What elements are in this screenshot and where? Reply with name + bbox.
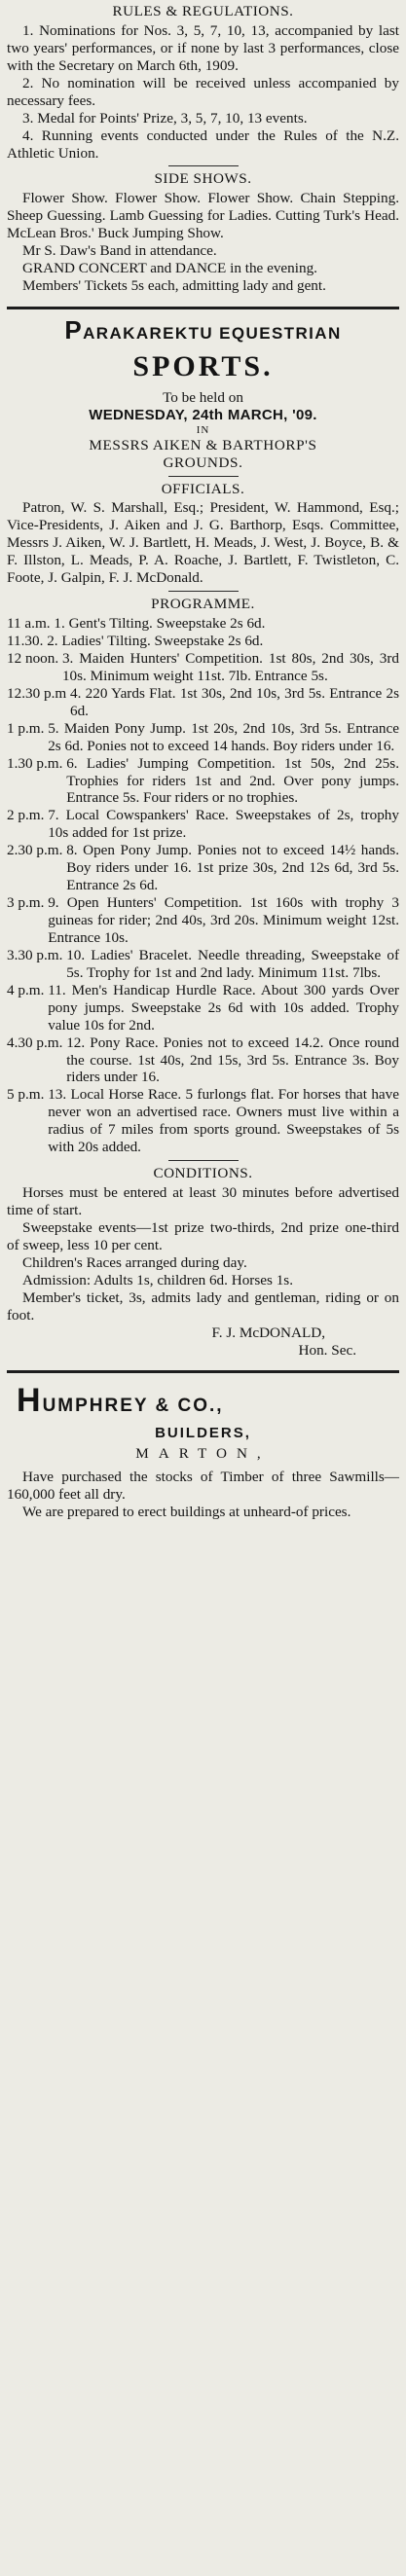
- condition-item: Member's ticket, 3s, admits lady and gentleman, riding or on foot.: [7, 1288, 399, 1324]
- ad-title-rest: ARAKAREKTU EQUESTRIAN: [83, 324, 342, 343]
- thick-divider: [7, 307, 399, 309]
- officials-heading: OFFICIALS.: [161, 480, 245, 497]
- rules-heading: RULES & REGULATIONS.: [112, 3, 294, 19]
- condition-item: Children's Races arranged during day.: [22, 1253, 247, 1271]
- event-description: 3. Maiden Hunters' Competition. 1st 80s, 2nd 30s, 3rd 10s. Minimum weight 11st. 7lb. Entrance 5s.: [61, 649, 399, 684]
- condition-item: Horses must be entered at least 30 minutes before advertised time of start.: [7, 1184, 399, 1219]
- condition-item: Admission: Adults 1s, children 6d. Horses 1s.: [22, 1271, 294, 1288]
- event-time: 12 noon.: [7, 649, 62, 667]
- signatory: F. J. McDONALD,: [211, 1324, 325, 1341]
- programme-heading: PROGRAMME.: [151, 596, 255, 613]
- band-text: Mr S. Daw's Band in attendance.: [22, 242, 217, 260]
- event-description: 10. Ladies' Bracelet. Needle threading, Sweepstake of 5s. Trophy for 1st and 2nd lady. Minimum 11st. 7lbs.: [66, 946, 399, 981]
- event-time: 11 a.m.: [7, 615, 55, 633]
- thick-divider: [7, 1370, 399, 1373]
- newspaper-column: [7, 0, 399, 1521]
- programme-item: [7, 982, 399, 1034]
- programme-item: [7, 947, 399, 982]
- event-time: 2 p.m.: [7, 807, 49, 824]
- programme-item: [7, 842, 399, 894]
- humphrey-title-initial: H: [17, 1382, 43, 1420]
- divider: [168, 591, 239, 592]
- event-time: 1.30 p.m.: [7, 754, 67, 772]
- signatory-title: Hon. Sec.: [298, 1341, 356, 1359]
- grounds-line-2: GROUNDS.: [163, 454, 243, 471]
- programme-item: [7, 615, 399, 633]
- ad-title-sports: SPORTS.: [132, 349, 274, 382]
- condition-item: Sweepstake events—1st prize two-thirds, 2nd prize one-third of sweep, less 10 per cent.: [7, 1218, 399, 1253]
- programme-item: [7, 633, 399, 650]
- programme-item: [7, 894, 399, 947]
- humphrey-text-1: Have purchased the stocks of Timber of three Sawmills—160,000 feet all dry.: [7, 1469, 399, 1504]
- in-text: IN: [196, 423, 210, 436]
- event-description: 7. Local Cowspankers' Race. Sweepstakes of 2s, trophy 10s added for 1st prize.: [48, 807, 399, 842]
- event-description: 9. Open Hunters' Competition. 1st 160s with trophy 3 guineas for rider; 2nd 40s, 3rd 20s. Minimum weight 12st. Entrance 10s.: [48, 894, 399, 946]
- programme-item: [7, 650, 399, 685]
- builders-label: BUILDERS,: [155, 1424, 251, 1441]
- side-shows-heading: SIDE SHOWS.: [154, 170, 252, 188]
- event-time: 1 p.m.: [7, 719, 49, 737]
- event-description: 2. Ladies' Tilting. Sweepstake 2s 6d.: [47, 633, 264, 650]
- divider: [168, 1160, 239, 1161]
- conditions-list: [7, 1184, 399, 1324]
- event-description: 13. Local Horse Race. 5 furlongs flat. For horses that have never won an advertised race. Owners must live within a radius of 7 miles from sports ground. Sweepstakes of 5s with 20s added.: [48, 1086, 399, 1156]
- conditions-heading: CONDITIONS.: [153, 1165, 253, 1182]
- town-label: MARTON,: [135, 1445, 271, 1463]
- programme-item: [7, 1034, 399, 1087]
- side-shows-text: Flower Show. Flower Show. Flower Show. Chain Stepping. Sheep Guessing. Lamb Guessing for Ladies. Cutting Turk's Head. McLean Bros.' Buck Jumping Show.: [7, 190, 399, 242]
- event-time: 11.30.: [7, 633, 48, 650]
- divider: [168, 165, 239, 166]
- programme-item: [7, 755, 399, 808]
- event-description: 4. 220 Yards Flat. 1st 30s, 2nd 10s, 3rd 5s. Entrance 2s 6d.: [69, 684, 399, 719]
- rule-item: 1. Nominations for Nos. 3, 5, 7, 10, 13, accompanied by last two years' performances, or if none by last 3 performances, close with the Secretary on March 6th, 1909.: [7, 21, 399, 74]
- event-description: 5. Maiden Pony Jump. 1st 20s, 2nd 10s, 3rd 5s. Entrance 2s 6d. Ponies not to exceed 14 hands. Boy riders under 16.: [48, 719, 399, 754]
- programme-item: [7, 1086, 399, 1156]
- event-date: WEDNESDAY, 24th MARCH, '09.: [89, 407, 317, 423]
- event-time: 3.30 p.m.: [7, 946, 67, 963]
- rule-item: 4. Running events conducted under the Rules of the N.Z. Athletic Union.: [7, 127, 399, 162]
- concert-text: GRAND CONCERT and DANCE in the evening.: [22, 260, 317, 277]
- ad-title-initial: P: [64, 315, 84, 345]
- event-time: 4 p.m.: [7, 981, 49, 998]
- divider: [168, 476, 239, 477]
- humphrey-text-2: We are prepared to erect buildings at unheard-of prices.: [22, 1504, 351, 1521]
- programme-list: [7, 615, 399, 1156]
- event-description: 1. Gent's Tilting. Sweepstake 2s 6d.: [54, 615, 266, 633]
- event-description: 6. Ladies' Jumping Competition. 1st 50s, 2nd 25s. Trophies for riders 1st and 2nd. Over pony jumps. Entrance 5s. Four riders or no trophies.: [66, 754, 399, 807]
- event-time: 4.30 p.m.: [7, 1034, 67, 1051]
- event-time: 3 p.m.: [7, 894, 49, 912]
- programme-item: [7, 685, 399, 720]
- event-time: 2.30 p.m.: [7, 842, 67, 859]
- event-time: 5 p.m.: [7, 1086, 49, 1104]
- ad-title: [7, 315, 399, 345]
- event-time: 12.30 p.m: [7, 684, 70, 702]
- members-tickets-text: Members' Tickets 5s each, admitting lady and gent.: [22, 277, 326, 295]
- event-description: 8. Open Pony Jump. Ponies not to exceed 14½ hands. Boy riders under 16. 1st prize 30s, 2nd 12s 6d, 3rd 5s. Entrance 2s 6d.: [66, 842, 399, 894]
- rules-list: [7, 22, 399, 163]
- grounds-line-1: MESSRS AIKEN & BARTHORP'S: [89, 436, 317, 454]
- humphrey-title-rest: UMPHREY & CO.,: [42, 1396, 224, 1417]
- rule-item: 2. No nomination will be received unless accompanied by necessary fees.: [7, 74, 399, 109]
- held-text: To be held on: [163, 389, 243, 407]
- programme-item: [7, 807, 399, 842]
- officials-text: Patron, W. S. Marshall, Esq.; President, W. Hammond, Esq.; Vice-Presidents, J. Aiken and J. G. Barthorp, Esqs. Committee, Messrs J. Aiken, W. J. Bartlett, H. Meads, J. West, J. Boyce, B. & F. Illston, L. Meads, P. A. Roache, J. Bartlett, F. Twistleton, C. Foote, J. Galpin, F. J. McDonald.: [7, 499, 399, 587]
- event-description: 12. Pony Race. Ponies not to exceed 14.2. Once round the course. 1st 40s, 2nd 15s, 3rd 5s. Entrance 3s. Boy riders under 16.: [66, 1034, 399, 1086]
- rule-item: 3. Medal for Points' Prize, 3, 5, 7, 10, 13 events.: [22, 109, 308, 127]
- humphrey-title: [7, 1381, 399, 1420]
- programme-item: [7, 720, 399, 755]
- event-description: 11. Men's Handicap Hurdle Race. About 300 yards Over pony jumps. Sweepstake 2s 6d with 10s added. Trophy value 10s for 2nd.: [48, 981, 399, 1034]
